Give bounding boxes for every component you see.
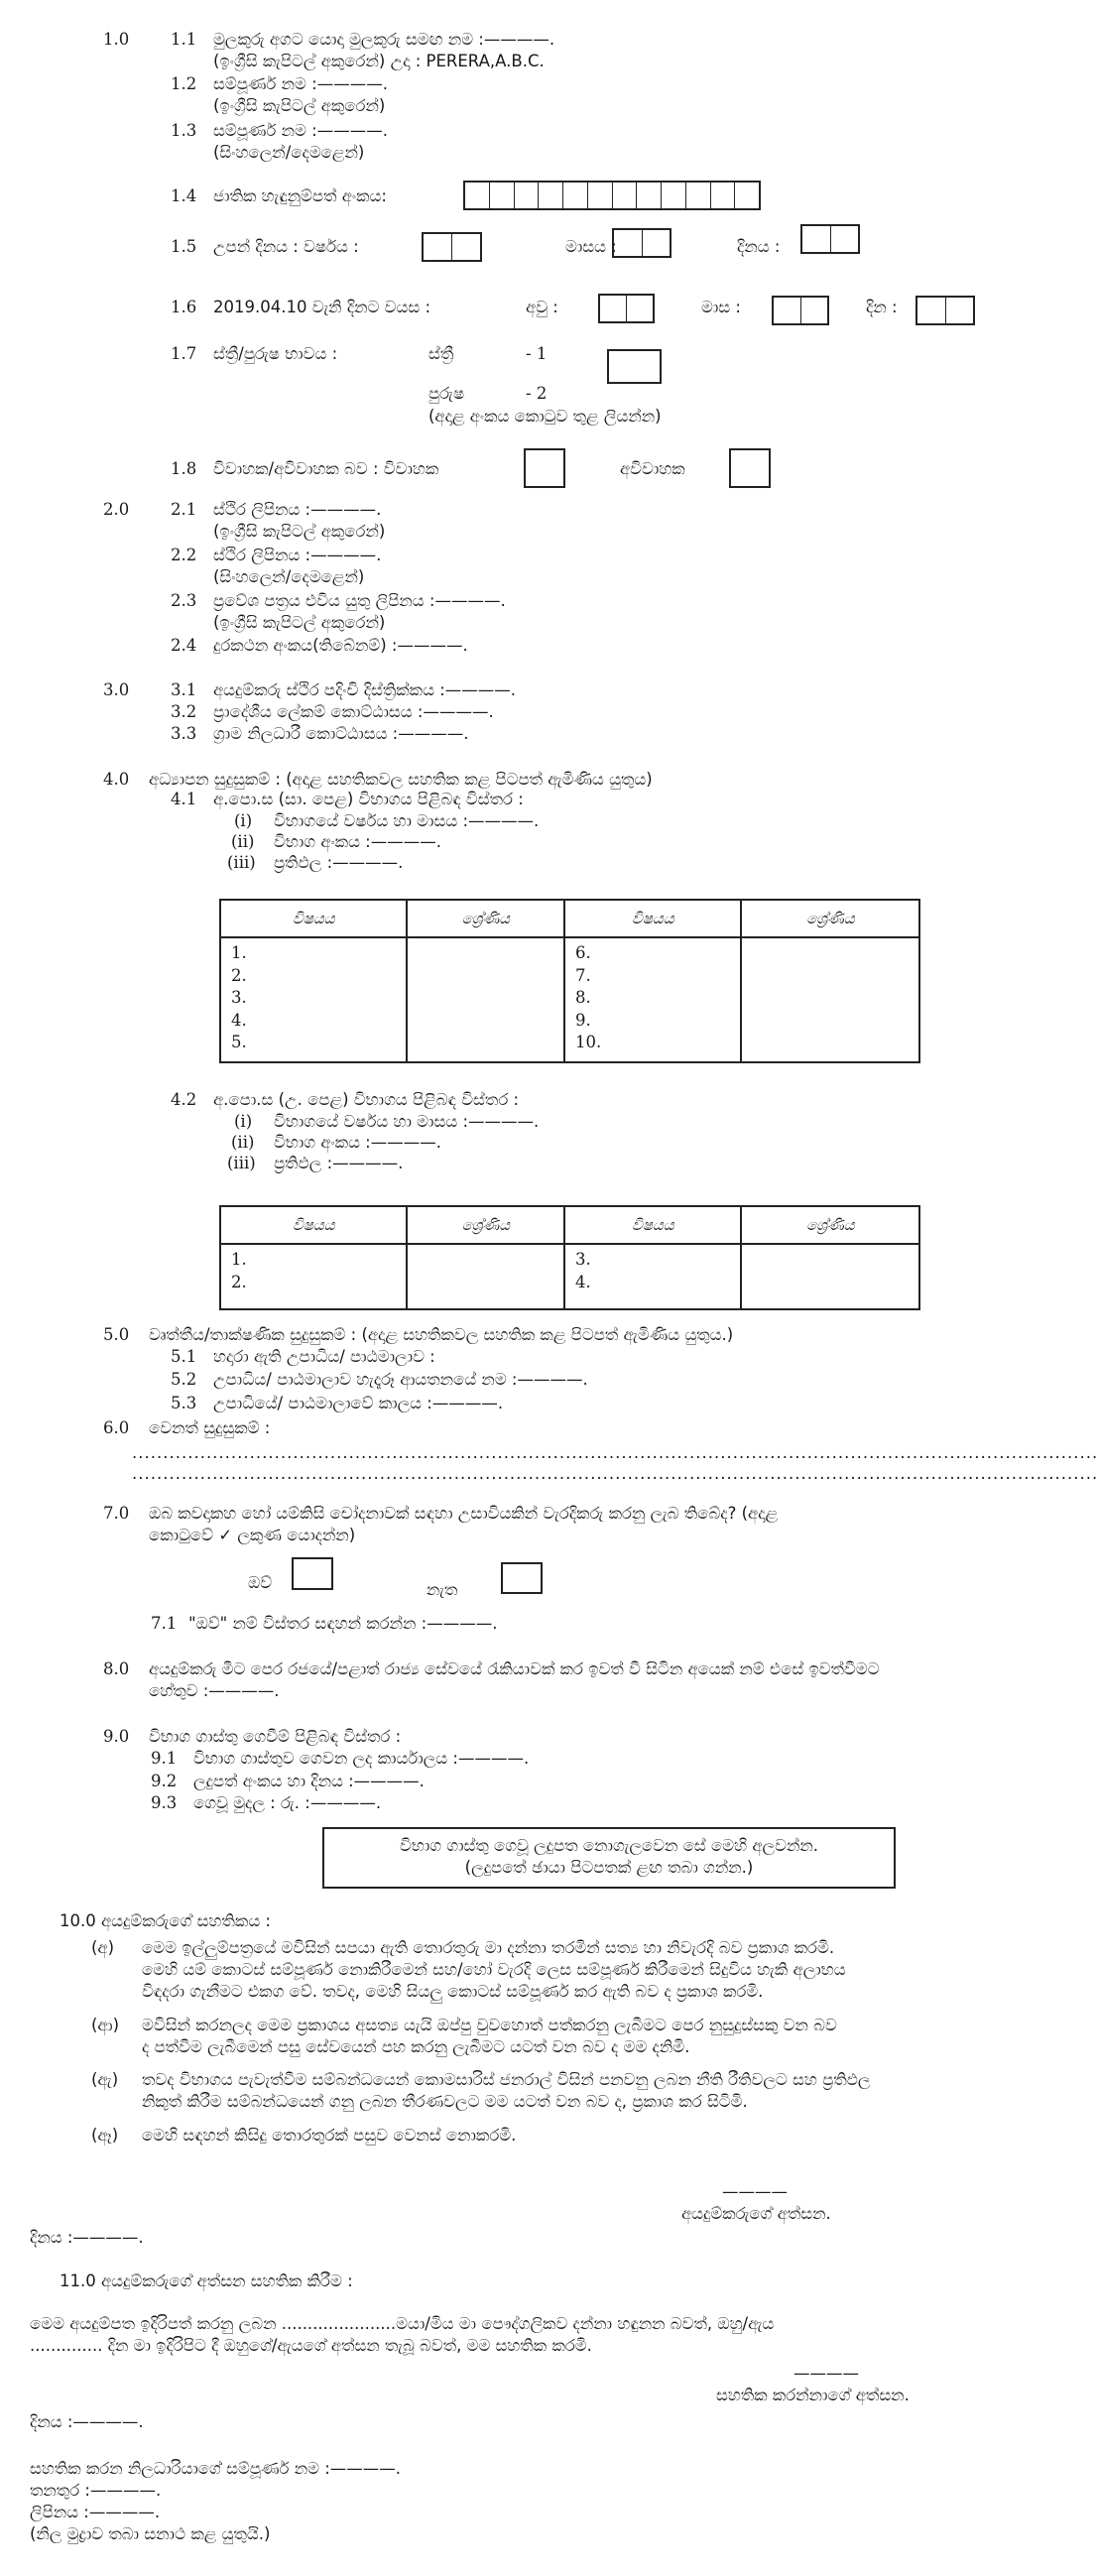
yes-checkbox[interactable] [292,1557,333,1590]
ol-header-subject-1: විෂයය [220,900,407,937]
q5-3-label: උපාධියේ/ පාඨමාලාවේ කාලය :————. [213,1394,504,1412]
applicant-signature-line[interactable]: ———— [722,2182,788,2201]
q1-8-number: 1.8 [171,459,197,478]
declaration-c-line-2: නිකුත් කිරීම සම්බන්ධයෙන් ගනු ලබන තීරණවලට මම යටත් වන බව ද, ප්‍රකාශ කර සිටිමි. [142,2092,748,2111]
ol-subjects-left[interactable] [220,937,407,1062]
birth-month-label: මාසය : [565,237,617,256]
q1-2-number: 1.2 [171,74,197,93]
q4-1-iii-text: ප්‍රතිඵල :————. [274,853,404,872]
q3-1-number: 3.1 [171,680,197,699]
section-3-number: 3.0 [103,680,130,699]
section-9-number: 9.0 [103,1727,130,1746]
declaration-d-line-1: මෙහි සඳහන් කිසිදු තොරතුරක් පසුව වෙනස් නොකරමි. [142,2126,517,2145]
section-6-number: 6.0 [103,1418,130,1437]
certifier-signature-label: සහතික කරන්නාගේ අත්සන. [716,2386,910,2404]
section-1-number: 1.0 [103,30,130,49]
q1-5-number: 1.5 [171,237,197,256]
section-8-line-2: හේතුව :————. [149,1681,280,1700]
no-label: නැත [427,1580,458,1599]
q2-4-number: 2.4 [171,636,197,655]
section-2-number: 2.0 [103,500,130,519]
declaration-b-marker: (ආ) [91,2016,120,2034]
q5-2-number: 5.2 [171,1370,197,1389]
section-6-label: වෙනත් සුදුසුකම් : [149,1418,271,1437]
male-code: - 2 [526,384,548,403]
ol-subjects-right[interactable] [564,937,741,1062]
q1-7-label: ස්ත්‍රී/පුරුෂ භාවය : [213,344,338,363]
q9-1-label: විභාග ගාස්තුව ගෙවන ලද කාර්යාලය :————. [193,1749,530,1768]
ol-header-subject-2: විෂයය [564,900,741,937]
q3-1-label: අයදුම්කරු ස්ථිර පදිංචි දිස්ත්‍රික්කය :————. [213,680,516,699]
other-qualifications-line-1[interactable]: ............................................................................................................................................................ [132,1443,1098,1462]
section-11-title: 11.0 අයදුම්කරුගේ අත්සන සහතික කිරීම : [60,2271,353,2290]
declaration-c-line-1: තවද විභාගය පැවැත්වීම සම්බන්ධයෙන් කොමසාරිස් ජනරාල් විසින් පනවනු ලබන නීති රීතිවලට සහ ප්‍රතිඵල [142,2070,871,2089]
q2-4-label: දුරකථන අංකය(තිබේනම්) :————. [213,636,468,655]
section-7-line-1: ඔබ කවදාකහ හෝ යම්කිසි චෝදනාවක් සඳහා උසාවියකින් වැරදිකරු කරනු ලැබ තිබේද? (අදාළ [149,1504,779,1523]
q4-2-i-text: විභාගයේ වර්ෂය හා මාසය :————. [274,1112,540,1131]
q4-1-i-text: විභාගයේ වර්ෂය හා මාසය :————. [274,811,540,830]
q3-3-label: ග්‍රාම නිලධාරී කොට්ඨාසය :————. [213,724,469,743]
q2-1-number: 2.1 [171,500,197,519]
q5-1-number: 5.1 [171,1347,197,1366]
q1-7-number: 1.7 [171,344,197,363]
female-code: - 1 [526,344,548,363]
q2-3-label: ප්‍රවේශ පත්‍රය එවිය යුතු ලිපිනය :————. [213,591,506,610]
q5-2-label: උපාධිය/ පාඨමාලාව හැදෑරූ ආයතනයේ නම :————. [213,1370,588,1389]
unmarried-box[interactable] [729,448,771,488]
q4-1-label: අ.පො.ස (සා. පෙළ) විභාගය පිළිබඳ විස්තර : [213,790,524,808]
section-7-number: 7.0 [103,1504,130,1523]
q1-1-sub: (ඉංග්‍රීසි කැපිටල් අකුරෙන්) උදා : PERERA,A.B.C. [213,52,545,70]
declaration-b-line-1: මවිසින් කරනලද මෙම ප්‍රකාශය අසත්‍ය යැයි ඔප්පු වුවහොත් පත්කරනු ලැබීමට පෙර නුසුදුස්සකු වන බව [142,2016,837,2034]
section-7-line-2: කොටුවේ ✓ ලකුණ යොදන්න) [149,1526,356,1544]
al-header-grade-1: ශ්‍රේණිය [407,1206,564,1244]
section-4-title: අධ්‍යාපන සුදුසුකම් : (අදාළ සහතිකවල සහතික කළ පිටපත් ඇමිණිය යුතුය) [149,770,653,789]
ol-header-grade-2: ශ්‍රේණිය [741,900,919,937]
q3-2-number: 3.2 [171,702,197,721]
declaration-a-line-2: මෙහි යම් කොටස් සම්පූර්ණ නොකිරීමෙන් සහ/හෝ වැරදි ලෙස සම්පූර්ණ කිරීමෙන් සිදුවිය හැකි අලාභය [142,1960,846,1979]
female-label: ස්ත්‍රී [428,344,454,363]
section-4-number: 4.0 [103,770,130,789]
q9-2-number: 9.2 [151,1772,178,1790]
q2-2-label: ස්ථිර ලිපිනය :————. [213,546,382,564]
gender-note: (අදාළ අංකය කොටුව තුළ ලියන්න) [428,407,662,426]
q9-3-label: ගෙවූ මුදල : රු. :————. [193,1793,382,1812]
q1-2-sub: (ඉංග්‍රීසි කැපිටල් අකුරෙන්) [213,96,386,115]
q4-2-number: 4.2 [171,1090,197,1109]
al-grades-right[interactable] [741,1244,919,1309]
certification-line-1: මෙම අයදුම්පත ඉදිරිපත් කරනු ලබන ......................මයා/මිය මා පෞද්ගලිකව දන්නා හඳුනන බවත්, ඔහු/ඇය [30,2314,775,2333]
applicant-signature-label: අයදුම්කරුගේ අත්සන. [681,2204,831,2223]
al-header-subject-1: විෂයය [220,1206,407,1244]
official-stamp-note: (නිල මුද්‍රාව තබා සනාථ කළ යුතුයි.) [30,2524,271,2543]
q1-5-label: උපන් දිනය : වර්ෂය : [213,237,359,256]
q4-1-ii-text: විභාග අංකය :————. [274,832,441,851]
q2-1-label: ස්ථිර ලිපිනය :————. [213,500,382,519]
q2-1-sub: (ඉංග්‍රීසි කැපිටල් අකුරෙන්) [213,522,386,541]
age-days-label: දින : [866,298,898,316]
receipt-notice-line-1: විභාග ගාස්තු ගෙවූ ලදුපත නොගැලවෙන සේ මෙහි අලවන්න. [399,1836,819,1855]
other-qualifications-line-2[interactable]: ............................................................................................................................................................ [132,1464,1098,1483]
yes-label: ඔව් [248,1573,273,1592]
declaration-c-marker: (ඇ) [91,2070,119,2089]
birth-month-boxes[interactable] [612,228,671,258]
married-box[interactable] [524,448,565,488]
declaration-a-line-3: විඳදරා ගැනීමට එකග වේ. තවද, මෙහි සියලු කොටස් සම්පූර්ණ කර ඇති බව ද ප්‍රකාශ කරමි. [142,1982,764,2001]
declaration-d-marker: (ඈ) [91,2126,119,2145]
al-grades-left[interactable] [407,1244,564,1309]
q4-2-i-marker: (i) [234,1112,253,1131]
nic-number-boxes[interactable] [463,181,761,210]
al-results-table [219,1205,920,1310]
q9-1-number: 9.1 [151,1749,178,1768]
ol-grades-left[interactable] [407,937,564,1062]
q3-2-label: ප්‍රාදේශීය ලේකම් කොට්ඨාසය :————. [213,702,494,721]
section-5-title: වෘත්තීය/තාක්ෂණික සුදුසුකම් : (අදාළ සහතිකවල සහතික කළ පිටපත් ඇමිණිය යුතුය.) [149,1325,734,1344]
ol-subjects-right-numbers: 6. 7. 8. 9. 10. [575,943,602,1051]
birth-day-label: දිනය : [737,237,781,256]
birth-day-boxes[interactable] [800,224,860,254]
q7-1-label: "ඔව්" නම් විස්තර සඳහන් කරන්න :————. [188,1614,498,1633]
q1-4-label: ජාතික හැඳුනුම්පත් අංකය: [213,186,387,205]
section-8-line-1: අයදුම්කරු මීට පෙර රජයේ/පළාත් රාජ්‍ය සේවයේ රැකියාවක් කර ඉවත් වී සිටින අයෙක් නම් එසේ ඉවත්වීමට [149,1659,880,1678]
al-header-subject-2: විෂයය [564,1206,741,1244]
q1-4-number: 1.4 [171,186,197,205]
applicant-date[interactable]: දිනය :————. [30,2228,144,2247]
officer-position[interactable]: තනතුර :————. [30,2481,162,2500]
age-months-label: මාස : [701,298,741,316]
male-label: පුරුෂ [428,384,465,403]
officer-address[interactable]: ලිපිනය :————. [30,2503,161,2521]
q4-2-iii-marker: (iii) [227,1154,256,1172]
q4-2-ii-marker: (ii) [231,1133,255,1152]
q2-2-sub: (සිංහලෙන්/දෙමළෙන්) [213,567,365,586]
certifier-date[interactable]: දිනය :————. [30,2412,144,2431]
age-months-boxes[interactable] [772,296,829,325]
q1-6-number: 1.6 [171,298,197,316]
q5-3-number: 5.3 [171,1394,197,1412]
section-5-number: 5.0 [103,1325,130,1344]
declaration-a-line-1: මෙම ඉල්ලුම්පත්‍රයේ මවිසින් සපයා ඇති තොරතුරු මා දන්නා තරමින් සත්‍ය හා නිවැරදි බව ප්‍රකාශ කරමි. [142,1938,835,1957]
q1-3-label: සම්පූර්ණ නම :————. [213,121,388,140]
q9-3-number: 9.3 [151,1793,178,1812]
declaration-a-marker: (අ) [91,1938,115,1957]
section-8-number: 8.0 [103,1659,130,1678]
al-subjects-left[interactable] [220,1244,407,1309]
q2-3-sub: (ඉංග්‍රීසි කැපිටල් අකුරෙන්) [213,613,386,632]
ol-results-table [219,899,920,1063]
q9-2-label: ලදුපත් අංකය හා දිනය :————. [193,1772,425,1790]
ol-grades-right[interactable] [741,937,919,1062]
q2-3-number: 2.3 [171,591,197,610]
al-header-grade-2: ශ්‍රේණිය [741,1206,919,1244]
declaration-b-line-2: ද පත්වීම ලැබීමෙන් පසු සේවයෙන් පහ කරනු ලැබීමට යටත් වන බව ද මම දනිමි. [142,2037,690,2056]
q1-3-sub: (සිංහලෙන්/දෙමළෙන්) [213,143,365,162]
q1-2-label: සම්පූර්ණ නම :————. [213,74,388,93]
certifier-signature-line[interactable]: ———— [793,2364,859,2383]
ol-subjects-left-numbers: 1. 2. 3. 4. 5. [231,943,247,1051]
section-9-title: විභාග ගාස්තු ගෙවීම් පිළිබඳ විස්තර : [149,1727,402,1746]
age-years-boxes[interactable] [598,294,655,323]
q4-2-iii-text: ප්‍රතිඵල :————. [274,1154,404,1172]
q4-1-number: 4.1 [171,790,197,808]
q5-1-label: හදාරා ඇති උපාධිය/ පාඨමාලාව : [213,1347,435,1366]
gender-box[interactable] [607,349,662,384]
certification-line-2: .............. දින මා ඉදිරිපිට දී ඔහුගේ/ඇයගේ අත්සන තැබූ බවත්, මම සහතික කරමි. [30,2336,592,2355]
receipt-notice-line-2: (ලදුපතේ ඡායා පිටපතක් ළඟ තබා ගන්න.) [464,1858,754,1877]
q7-1-number: 7.1 [151,1614,178,1633]
q4-1-i-marker: (i) [234,811,253,830]
q4-2-ii-text: විභාග අංකය :————. [274,1133,441,1152]
no-checkbox[interactable] [501,1562,543,1594]
receipt-notice-box [322,1827,896,1889]
birth-year-boxes[interactable] [422,232,482,262]
q1-8-label: විවාහක/අවිවාහක බව : විවාහක [213,459,439,478]
q1-6-label: 2019.04.10 වැනි දිනට වයස : [213,298,431,316]
age-days-boxes[interactable] [915,296,975,325]
q2-2-number: 2.2 [171,546,197,564]
unmarried-label: අවිවාහක [620,459,685,478]
al-subjects-left-numbers: 1. 2. [231,1250,247,1291]
q4-2-label: අ.පො.ස (උ. පෙළ) විභාගය පිළිබඳ විස්තර : [213,1090,520,1109]
officer-full-name[interactable]: සහතික කරන නිලධාරියාගේ සම්පූර්ණ නම :————. [30,2459,402,2478]
q1-1-label: මුලකුරු අගට යොදා මුලකුරු සමඟ නම :————. [213,30,555,49]
ol-header-grade-1: ශ්‍රේණිය [407,900,564,937]
q1-3-number: 1.3 [171,121,197,140]
q4-1-ii-marker: (ii) [231,832,255,851]
section-10-title: 10.0 අයදුම්කරුගේ සහතිකය : [60,1911,271,1930]
q1-1-number: 1.1 [171,30,197,49]
age-years-label: අවු : [526,298,558,316]
q4-1-iii-marker: (iii) [227,853,256,872]
al-subjects-right[interactable] [564,1244,741,1309]
q3-3-number: 3.3 [171,724,197,743]
al-subjects-right-numbers: 3. 4. [575,1250,591,1291]
